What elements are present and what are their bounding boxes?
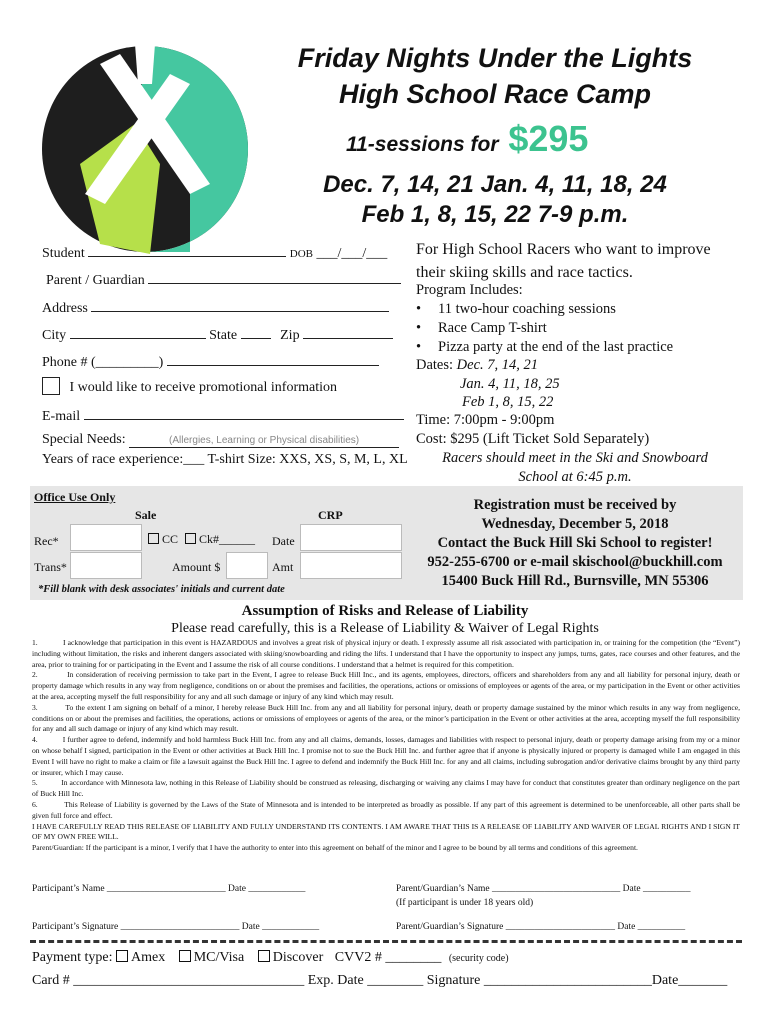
program-intro: For High School Racers who want to improve their skiing skills and race tactics. xyxy=(416,241,711,281)
guardian-signature-field[interactable]: Parent/Guardian’s Signature _______________________ Date __________ xyxy=(396,922,686,932)
release-text xyxy=(32,638,740,854)
release-paragraph: 6. This Release of Liability is governed by the Laws of the State of Minnesota and is intended to be interpreted as broadly as possible. If any part of this agreement is determined to be unenforceable, all other parts shall be given full force and effect. xyxy=(32,799,740,820)
parent-field[interactable] xyxy=(148,269,401,284)
office-use-panel xyxy=(30,486,743,600)
ck-checkbox[interactable] xyxy=(185,533,196,544)
trans-label: Trans* xyxy=(34,560,67,574)
participant-signature-field[interactable]: Participant’s Signature _________________________ Date ____________ xyxy=(32,922,320,932)
amt-field[interactable] xyxy=(300,552,402,579)
experience-field[interactable]: Years of race experience:___ xyxy=(42,452,205,467)
zip-field[interactable] xyxy=(303,324,393,339)
city-row: City State Zip xyxy=(42,324,393,345)
payment-method: CC Ck#______ xyxy=(148,532,255,547)
phone-row: Phone # (_________) xyxy=(42,351,379,372)
address-field[interactable] xyxy=(91,297,389,312)
release-paragraph: I HAVE CAREFULLY READ THIS RELEASE OF LIABILITY AND FULLY UNDERSTAND ITS CONTENTS. I AM AWARE THAT THIS IS A RELEASE OF LIABILITY AND WAIVER OF LEGAL RIGHTS AND I SIGN IT OF MY OWN FREE WILL. xyxy=(32,821,740,842)
time-info: Time: 7:00pm - 9:00pm xyxy=(416,412,555,428)
amount-label: Amount $ xyxy=(172,560,221,574)
release-paragraph: 5. In accordance with Minnesota law, nothing in this Release of Liability should be construed as releasing, discharging or waiving any claims I may have for conduct that constitutes greater than ordinary negligence on the part of Buck Hill Inc. xyxy=(32,778,740,799)
tshirt-size[interactable]: T-shirt Size: XXS, XS, S, M, L, XL xyxy=(207,452,408,467)
sale-heading: Sale xyxy=(135,508,157,522)
date-label: Date xyxy=(272,534,295,548)
release-paragraph: 3. To the extent I am signing on behalf of a minor, I hereby release Buck Hill Inc. from any and all liability for personal injury, death or property damage sustained by the minor which results in any way from negligence, conditions on or about the premises and facilities, the operations, actions or omissions of employees or agents of the area, or the minor’s participation in the Event or other activities at the area, accepting myself the full responsibility for any and all such damage or injury of any kind which may result. xyxy=(32,702,740,734)
guardian-note: (If participant is under 18 years old) xyxy=(396,898,534,908)
student-row: Student DOB ___/___/___ xyxy=(42,242,387,263)
list-item: • 11 two-hour coaching sessions xyxy=(416,300,736,319)
mcvisa-checkbox[interactable] xyxy=(179,950,191,962)
rec-label: Rec* xyxy=(34,534,59,548)
office-note: *Fill blank with desk associates' initials and current date xyxy=(38,584,285,595)
amt-label: Amt xyxy=(272,560,294,574)
parent-row: Parent / Guardian xyxy=(46,269,401,290)
experience-row xyxy=(42,451,408,469)
email-field[interactable] xyxy=(84,405,404,420)
release-paragraph: Parent/Guardian: If the participant is a minor, I verify that I have the authority to enter into this agreement on behalf of the minor and I agree to be bound by all terms and conditions of this agreement. xyxy=(32,843,638,853)
release-paragraph: 4. I further agree to defend, indemnify and hold harmless Buck Hill Inc. from any and all claims, demands, losses, damages and liabilities with respect to personal injury, death or property damage arising from my or a minor on whose behalf I signed, participation in the Event or other activities at Buck Hill Inc. I promise not to sue the Buck Hill Inc. and further agree that if anyone is physically injured or property is damaged while I am engaged in this Event I will have no right to make a claim or file a lawsuit against the Buck Hill Inc. I agree to defend and indemnify the Buck Hill Inc. for any and all claims, including subrogation and/or derivative claims brought by any third party or insurer, which I may cause. xyxy=(32,735,740,777)
release-paragraph: 2. In consideration of receiving permission to take part in the Event, I agree to release Buck Hill Inc., and its agents, employees, directors, officers and shareholders from any and all liability for personal injury, death or property damage which results in any way from negligence, conditions on or about the premises and facilities, the operations, actions or omissions of employees or agents of the area, or my participation in the Event or other activities at the area, accepting myself the full responsibility for any and all such damage or injury of any kind which may result. xyxy=(32,670,740,701)
buck-hill-logo xyxy=(40,44,250,254)
release-subheading: Please read carefully, this is a Release of Liability & Waiver of Legal Rights xyxy=(171,621,599,636)
dates-feb: Feb 1, 8, 15, 22 xyxy=(462,394,554,410)
guardian-name-field[interactable]: Parent/Guardian’s Name ___________________________ Date __________ xyxy=(396,884,691,894)
payment-row: Payment type: Amex MC/Visa Discover CVV2 # ________ (security code) xyxy=(32,950,509,965)
amount-field[interactable] xyxy=(226,552,268,579)
city-field[interactable] xyxy=(70,324,206,339)
includes-label: Program Includes: xyxy=(416,282,523,298)
sessions-line: 11-sessions for $295 xyxy=(346,118,589,159)
discover-checkbox[interactable] xyxy=(258,950,270,962)
cvv-field[interactable]: CVV2 # ________ xyxy=(334,950,442,965)
camp-dates: Dec. 7, 14, 21 Jan. 4, 11, 18, 24 Feb 1, 8, 15, 22 7-9 p.m. xyxy=(323,171,667,228)
special-needs-row: Special Needs: (Allergies, Learning or Physical disabilities) xyxy=(42,431,399,449)
meeting-info: Racers should meet in the Ski and Snowboard School at 6:45 p.m. xyxy=(442,450,708,485)
dob-field[interactable]: ___/___/___ xyxy=(316,246,388,261)
crp-heading: CRP xyxy=(318,508,343,522)
special-needs-field[interactable]: (Allergies, Learning or Physical disabilities) xyxy=(129,432,399,448)
student-field[interactable] xyxy=(88,242,286,257)
address-row: Address xyxy=(42,297,389,318)
participant-name-field[interactable]: Participant’s Name _________________________ Date ____________ xyxy=(32,884,306,894)
cost-info: Cost: $295 (Lift Ticket Sold Separately) xyxy=(416,431,650,447)
state-field[interactable] xyxy=(241,324,271,339)
trans-field[interactable] xyxy=(70,552,142,579)
release-heading: Assumption of Risks and Release of Liability xyxy=(241,603,529,619)
price: $295 xyxy=(508,118,589,159)
rec-field[interactable] xyxy=(70,524,142,551)
list-item: • Pizza party at the end of the last practice xyxy=(416,338,736,357)
cut-line xyxy=(30,940,742,943)
amex-checkbox[interactable] xyxy=(116,950,128,962)
email-row: E-mail xyxy=(42,405,404,426)
list-item: • Race Camp T-shirt xyxy=(416,319,736,338)
crp-date-field[interactable] xyxy=(300,524,402,551)
office-heading: Office Use Only xyxy=(34,490,116,504)
card-row[interactable]: Card # _________________________________ Exp. Date ________ Signature ________________________Date_______ xyxy=(32,973,728,988)
promo-checkbox[interactable] xyxy=(42,377,60,395)
dates-block: Dates: Dec. 7, 14, 21 xyxy=(416,357,539,373)
registration-info: Registration must be received by Wednesday, December 5, 2018 Contact the Buck Hill Ski School to register! 952-255-6700 or e-mail skischool@buckhill.com 15400 Buck Hill Rd., Burnsville, MN 55306 xyxy=(427,497,723,589)
promo-row: I would like to receive promotional information xyxy=(42,377,337,397)
camp-title: Friday Nights Under the Lights High School Race Camp xyxy=(297,43,693,109)
cc-checkbox[interactable] xyxy=(148,533,159,544)
release-paragraph: 1. I acknowledge that participation in this event is HAZARDOUS and involves a great risk of physical injury or death. I expressly assume all risk associated with participation in, or training for the competition (the “Event”) including without limitation, the risks and inherent dangers associated with skiing/snowboarding and riding the lifts. I understand that I have the opportunity to inspect any jumps, turns, gates, race courses and other features, and the area, prior to training for or participating in the Event and I assume the risk of all course conditions. I understand that a helmet is required for this competition. xyxy=(32,638,740,669)
includes-list xyxy=(416,300,736,357)
dates-jan: Jan. 4, 11, 18, 25 xyxy=(460,376,560,392)
phone-field[interactable] xyxy=(167,351,379,366)
